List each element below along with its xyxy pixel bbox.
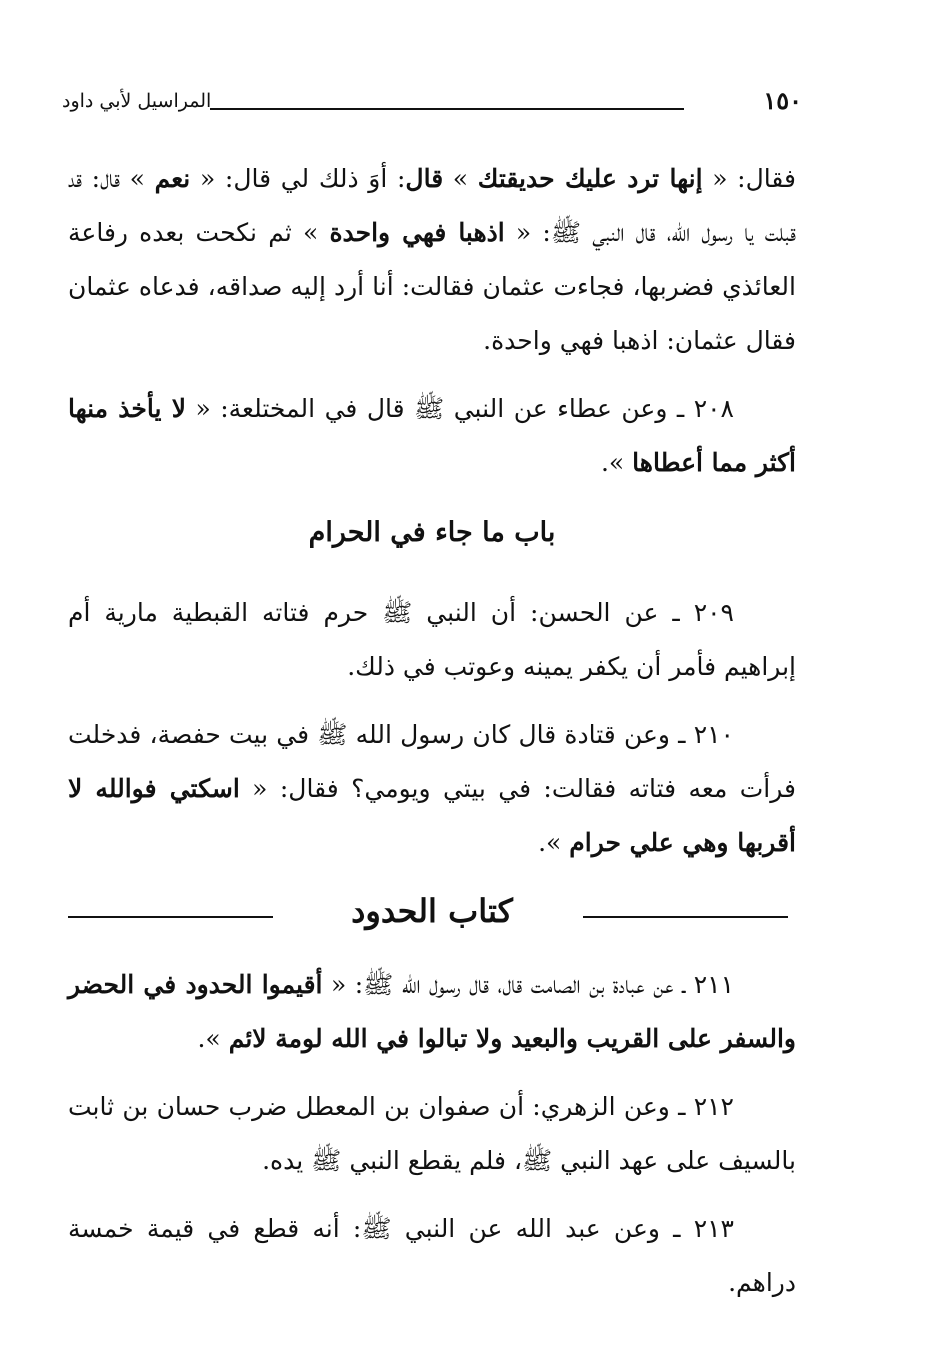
running-header bbox=[62, 86, 802, 126]
hadith-213 bbox=[68, 1202, 796, 1310]
header-rule bbox=[210, 108, 684, 110]
text-run: » bbox=[443, 164, 478, 193]
hadith-211 bbox=[68, 958, 796, 1066]
text-run: ». bbox=[538, 828, 570, 857]
section-heading: باب ما جاء في الحرام bbox=[308, 517, 556, 548]
hadith-quote: نعم bbox=[154, 164, 191, 193]
text-run: ٢١٣ ـ وعن عبد الله عن النبي ﷺ: أنه قطع في قيمة خمسة دراهم. bbox=[68, 1214, 796, 1297]
heading-rule-left bbox=[68, 916, 273, 918]
text-run: ٢٠٨ ـ وعن عطاء عن النبي ﷺ قال في المختلعة: « bbox=[185, 394, 734, 423]
text-run: ٢١١ ـ عن عبادة بن الصامت قال، قال رسول الله ﷺ: « bbox=[322, 970, 735, 999]
text-run: : أوَ ذلك لي قال: « bbox=[190, 164, 406, 193]
paragraph-continuation bbox=[68, 152, 796, 368]
hadith-212 bbox=[68, 1080, 796, 1188]
emphasis-text: قال bbox=[405, 164, 444, 193]
page-body bbox=[68, 152, 796, 1324]
text-run: فقال: « bbox=[702, 164, 796, 193]
chapter-heading bbox=[68, 884, 796, 942]
hadith-208 bbox=[68, 382, 796, 490]
text-run: ». bbox=[600, 448, 633, 477]
hadith-quote: اذهبا فهي واحدة bbox=[329, 218, 505, 247]
hadith-quote: لا يأخذ منها أكثر مما أعطاها bbox=[68, 394, 796, 477]
text-run: ٢٠٩ ـ عن الحسن: أن النبي ﷺ حرم فتاته القبطية مارية أم إبراهيم فأمر أن يكفر يمينه وعوتب في ذلك. bbox=[68, 598, 796, 681]
hadith-quote: إنها ترد عليك حديقتك bbox=[477, 164, 703, 193]
hadith-210 bbox=[68, 708, 796, 870]
text-run: ». bbox=[197, 1024, 229, 1053]
text-run: ٢١٠ ـ وعن قتادة قال كان رسول الله ﷺ في بيت حفصة، فدخلت فرأت معه فتاته فقالت: في بيتي ويومي؟ فقال: « bbox=[68, 720, 796, 803]
hadith-quote: اسكتي فوالله لا أقربها وهي علي حرام bbox=[68, 774, 796, 857]
book-title: المراسيل لأبي داود bbox=[62, 90, 212, 112]
text-run: ٢١٢ ـ وعن الزهري: أن صفوان بن المعطل ضرب حسان بن ثابت بالسيف على عهد النبي ﷺ، فلم يقطع النبي ﷺ يده. bbox=[68, 1092, 796, 1175]
page-number: ١٥٠ bbox=[763, 86, 802, 115]
text-run: » قال: قد قبلت يا رسول الله، قال النبي ﷺ: « bbox=[68, 164, 796, 247]
hadith-quote: أقيموا الحدود في الحضر والسفر على القريب والبعيد ولا تبالوا في الله لومة لائم bbox=[68, 970, 796, 1053]
hadith-209 bbox=[68, 586, 796, 694]
chapter-title: كتاب الحدود bbox=[351, 892, 513, 930]
text-run: » ثم نكحت بعده رفاعة العائذي فضربها، فجاءت عثمان فقالت: أنا أرد إليه صداقه، فدعاه عثمان فقال عثمان: اذهبا فهي واحدة. bbox=[68, 218, 796, 355]
